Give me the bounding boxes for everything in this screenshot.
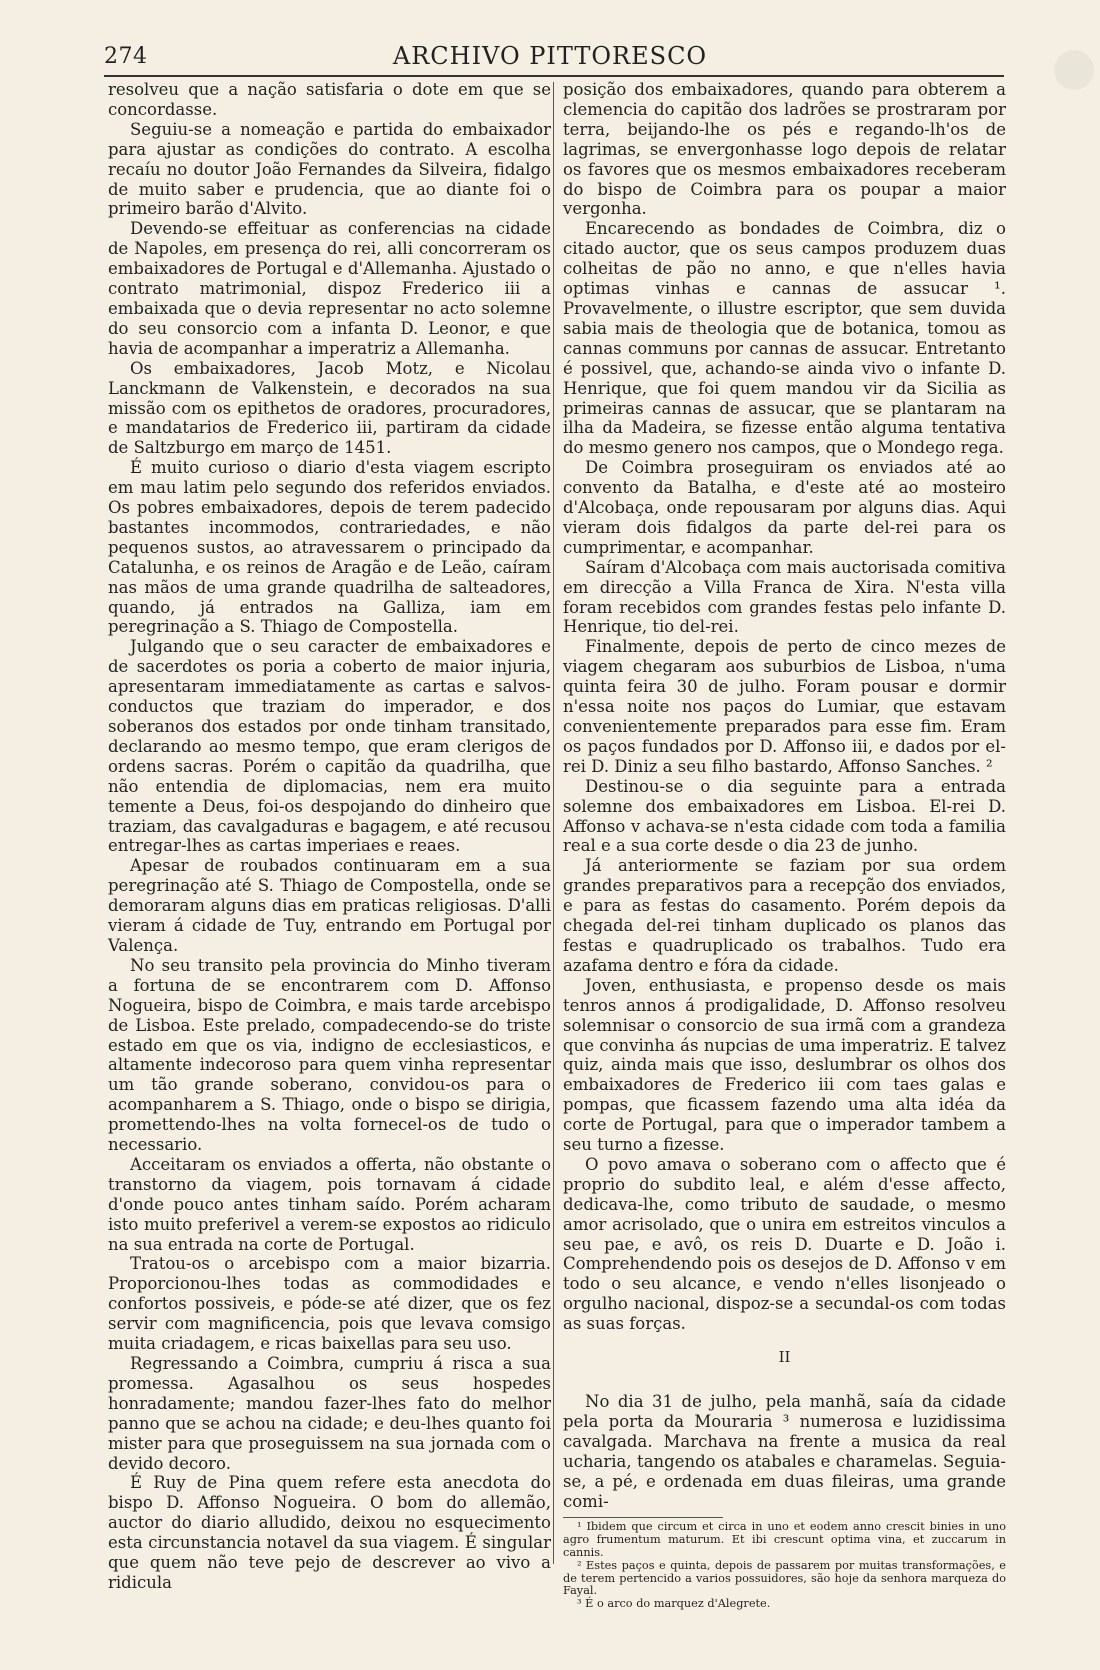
paragraph: De Coimbra proseguiram os enviados até ao convento da Batalha, e d'este até ao mosteiro d'Alcobaça, onde repousaram por alguns dias. Aqui vieram dois fidalgos da parte del-rei para os cumprimentar, e acompanhar. (563, 458, 1006, 557)
page-edge-mark (1054, 50, 1094, 90)
paragraph: Encarecendo as bondades de Coimbra, diz o citado auctor, que os seus campos produzem duas colheitas de pão no anno, e que n'elles havia optimas vinhas e cannas de assucar ¹. Provavelmente, o illustre escriptor, que sem duvida sabia mais de theologia que de botanica, tomou as cannas communs por cannas de assucar. Entretanto é possivel, que, achando-se ainda vivo o infante D. Henrique, que foi quem mandou vir da Sicilia as primeiras cannas de assucar, que se plantaram na ilha da Madeira, se fizesse então alguma tentativa do mesmo genero nos campos, que o Mondego rega. (563, 219, 1006, 458)
paragraph: Seguiu-se a nomeação e partida do embaixador para ajustar as condições do contrato. A escolha recaíu no doutor João Fernandes da Silveira, fidalgo de muito saber e prudencia, que ao diante foi o primeiro barão d'Alvito. (108, 119, 551, 219)
footnote: ² Estes paços e quinta, depois de passarem por muitas transformações, e de terem pertencido a varios possuidores, são hoje da senhora marqueza do Fayal. (563, 1558, 1006, 1598)
paragraph: Finalmente, depois de perto de cinco mezes de viagem chegaram aos suburbios de Lisboa, n'uma quinta feira 30 de julho. Foram pousar e dormir n'essa noite nos paços do Lumiar, que estavam convenientemente preparados para esse fim. Eram os paços fundados por D. Affonso iii, e dados por el-rei D. Diniz a seu filho bastardo, Affonso Sanches. ² (563, 637, 1006, 776)
right-column (563, 80, 1006, 1611)
paragraph: Devendo-se effeituar as conferencias na cidade de Napoles, em presença do rei, alli concorreram os embaixadores de Portugal e d'Allemanha. Ajustado o contrato matrimonial, dispoz Frederico iii a embaixada que o devia representar no acto solemne do seu consorcio com a infanta D. Leonor, e que havia de acompanhar a imperatriz a Allemanha. (108, 219, 551, 358)
paragraph: É muito curioso o diario d'esta viagem escripto em mau latim pelo segundo dos referidos enviados. Os pobres embaixadores, depois de terem padecido bastantes incommodos, contrariedades, e não pequenos sustos, ao atravessarem o principado da Catalunha, e os reinos de Aragão e de Leão, caíram nas mãos de uma grande quadrilha de salteadores, quando, já entrados na Galliza, iam em peregrinação a S. Thiago de Compostella. (108, 458, 551, 637)
paragraph: É Ruy de Pina quem refere esta anecdota do bispo D. Affonso Nogueira. O bom do allemão, auctor do diario alludido, deixou no esquecimento esta circunstancia notavel da sua viagem. É singular que quem não teve pejo de descrever ao vivo a ridicula (108, 1473, 551, 1592)
paragraph: Regressando a Coimbra, cumpriu á risca a sua promessa. Agasalhou os seus hospedes honradamente; mandou fazer-lhes fato do melhor panno que se achou na cidade; e deu-lhes quanto foi mister para que proseguissem na sua jornada com o devido decoro. (108, 1354, 551, 1473)
paragraph: resolveu que a nação satisfaria o dote em que se concordasse. (108, 80, 551, 119)
paragraph: Julgando que o seu caracter de embaixadores e de sacerdotes os poria a coberto de maior injuria, apresentaram immediatamente as cartas e salvos-conductos que traziam do imperador, e dos soberanos dos estados por onde tinham transitado, declarando ao mesmo tempo, que eram clerigos de ordens sacras. Porém o capitão da quadrilha, que não entendia de diplomacias, nem era muito temente a Deus, foi-os despojando do dinheiro que traziam, das cavalgaduras e bagagem, e até recusou entregar-lhes as cartas imperiaes e reaes. (108, 637, 551, 856)
paragraph: Apesar de roubados continuaram em a sua peregrinação até S. Thiago de Compostella, onde se demoraram alguns dias em praticas religiosas. D'alli vieram á cidade de Tuy, entrando em Portugal por Valença. (108, 856, 551, 955)
footnote: ³ É o arco do marquez d'Alegrete. (577, 1597, 771, 1611)
paragraph: Tratou-os o arcebispo com a maior bizarria. Proporcionou-lhes todas as commodidades e confortos possiveis, e póde-se até dizer, que os fez servir com magnificencia, pois que levava comsigo muita criadagem, e ricas baixellas para seu uso. (108, 1254, 551, 1354)
section-number: II (778, 1348, 791, 1367)
paragraph: No dia 31 de julho, pela manhã, saía da cidade pela porta da Mouraria ³ numerosa e luzidissima cavalgada. Marchava na frente a musica da real ucharia, tangendo os atabales e charamelas. Seguia-se, a pé, e ordenada em duas fileiras, uma grande comi- (563, 1392, 1006, 1511)
left-column (108, 80, 551, 1593)
header-rule (104, 75, 1004, 77)
column-divider (553, 82, 554, 1564)
footnote: ¹ Ibidem que circum et circa in uno et eodem anno crescit binies in uno agro frumentum maturum. Et ibi crescunt optima vina, et zuccarum in cannis. (563, 1520, 1006, 1560)
paragraph: Já anteriormente se faziam por sua ordem grandes preparativos para a recepção dos enviados, e para as festas do casamento. Porém depois da chegada del-rei tinham duplicado os planos das festas e quadruplicado os trabalhos. Tudo era azafama dentro e fóra da cidade. (563, 856, 1006, 975)
paragraph: Saíram d'Alcobaça com mais auctorisada comitiva em direcção a Villa Franca de Xira. N'esta villa foram recebidos com grandes festas pelo infante D. Henrique, tio del-rei. (563, 557, 1006, 637)
paragraph: Acceitaram os enviados a offerta, não obstante o transtorno da viagem, pois tornavam á cidade d'onde pouco antes tinham saído. Porém acharam isto muito preferivel a verem-se expostos ao ridiculo na sua entrada na corte de Portugal. (108, 1154, 551, 1254)
paragraph: Destinou-se o dia seguinte para a entrada solemne dos embaixadores em Lisboa. El-rei D. Affonso v achava-se n'esta cidade com toda a familia real e a sua corte desde o dia 23 de junho. (563, 776, 1006, 856)
footnotes (563, 1521, 1006, 1611)
paragraph: No seu transito pela provincia do Minho tiveram a fortuna de se encontrarem com D. Affonso Nogueira, bispo de Coimbra, e mais tarde arcebispo de Lisboa. Este prelado, compadecendo-se do triste estado em que os via, indigno de ecclesiasticos, e altamente indecoroso para quem vinha representar um tão grande soberano, convidou-os para o acompanharem a S. Thiago, onde o bispo se dirigia, promettendo-lhes na volta fornecel-os de tudo o necessario. (108, 955, 551, 1155)
paragraph: Joven, enthusiasta, e propenso desde os mais tenros annos á prodigalidade, D. Affonso resolveu solemnisar o consorcio de sua irmã com a grandeza que convinha ás nupcias de uma imperatriz. E talvez quiz, ainda mais que isso, deslumbrar os olhos dos embaixadores de Frederico iii com taes galas e pompas, que ficassem fazendo uma alta idéa da corte de Portugal, para que o imperador tambem a seu turno a fizesse. (563, 975, 1006, 1155)
paragraph: Os embaixadores, Jacob Motz, e Nicolau Lanckmann de Valkenstein, e decorados na sua missão com os epithetos de oradores, procuradores, e mandatarios de Frederico iii, partiram da cidade de Saltzburgo em março de 1451. (108, 358, 551, 458)
running-title: ARCHIVO PITTORESCO (392, 42, 708, 70)
paragraph: posição dos embaixadores, quando para obterem a clemencia do capitão dos ladrões se prostraram por terra, beijando-lhe os pés e regando-lh'os de lagrimas, se envergonhasse logo depois de relatar os favores que os mesmos embaixadores receberam do bispo de Coimbra para os poupar a maior vergonha. (563, 80, 1006, 219)
page-number: 274 (104, 44, 148, 69)
paragraph: O povo amava o soberano com o affecto que é proprio do subdito leal, e além d'esse affecto, dedicava-lhe, como tributo de saudade, o mesmo amor acrisolado, que o unira em estreitos vinculos a seu pae, e avô, os reis D. Duarte e D. João i. Comprehendendo pois os desejos de D. Affonso v em todo o seu alcance, e vendo n'elles lisonjeado o orgulho nacional, dispoz-se a secundal-os com todas as suas forças. (563, 1154, 1006, 1334)
footnote-rule (563, 1517, 723, 1518)
